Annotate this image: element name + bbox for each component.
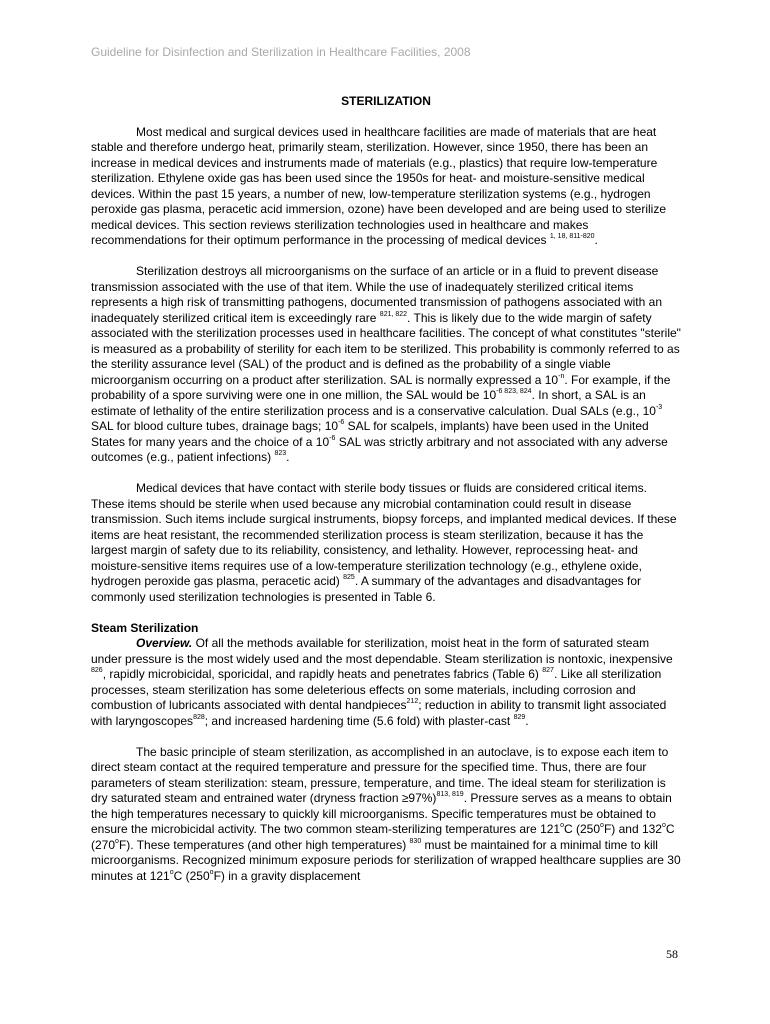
citation: 821, 822 [379, 310, 408, 318]
citation: 828 [193, 713, 205, 721]
citation: 829 [513, 713, 526, 721]
subsection-heading: Steam Sterilization [91, 620, 199, 635]
citation: 212 [406, 698, 419, 705]
exponent: -3 [655, 403, 663, 411]
paragraph-critical-items: Medical devices that have contact with sterile body tissues or fluids are considered critical items. These items should be sterile when used because any microbial contamination could result in disease transmission. Such items include surgical instruments, biopsy forceps, and implanted medical devices. If these items are heat resistant, the recommended sterilization process is steam sterilization, because it has the largest margin of safety due to its reliability, consistency, and lethality. However, reprocessing heat- and moisture-sensitive items requires use of a low-temperature sterilization technology (e.g., ethylene oxide, hydrogen peroxide gas plasma, peracetic acid) $^{825}$. A summary of the advantages and disadvantages for commonly used sterilization technologies is presented in Table 6. [91, 481, 677, 604]
running-header: Guideline for Disinfection and Sterilization in Healthcare Facilities, 2008 [91, 45, 471, 59]
exponent: -6 [338, 419, 345, 426]
citation: 825 [343, 574, 355, 581]
paragraph-intro: Most medical and surgical devices used in healthcare facilities are made of materials that are heat stable and therefore undergo heat, primarily steam, sterilization. However, since 1950, there has been an increase in medical devices and instruments made of materials (e.g., plastics) that require low-temperature sterilization. Ethylene oxide gas has been used since the 1950s for heat- and moisture-sensitive medical devices. Within the past 15 years, a number of new, low-temperature sterilization systems (e.g., hydrogen peroxide gas plasma, peracetic acid immersion, ozone) have been developed and are being used to sterilize medical devices. This section reviews sterilization technologies used in healthcare and makes recommendations for their optimum performance in the processing of medical devices $^{1, 18, 811-820}$. [91, 124, 667, 247]
citation: 827 [542, 667, 554, 674]
citation: 823, 824 [502, 388, 532, 395]
exponent: -6 [496, 388, 503, 395]
paragraph-principle: The basic principle of steam sterilization, as accomplished in an autoclave, is to expose each item to direct steam contact at the required temperature and pressure for the specified time. Thus, there are four parameters of steam sterilization: steam, pressure, temperature, and time. The ideal steam for sterilization is dry saturated steam and entrained water (dryness fraction ≥97%)$^{813, 819}$. Pressure serves as a means to obtain the high temperatures necessary to quickly kill microorganisms. Specific temperatures must be obtained to ensure the microbicidal activity. The two common steam-sterilizing temperatures are 121$^o$C (250$^o$F) and 132$^o$C (270$^o$F). These temperatures (and other high temperatures) $^{830}$ must be maintained for a minimal time to kill microorganisms. Recognized minimum exposure periods for sterilization of wrapped healthcare supplies are 30 minutes at 121$^o$C (250$^o$F) in a gravity displacement [91, 744, 681, 883]
run-in-heading: Overview. [136, 636, 193, 650]
citation: 830 [409, 837, 422, 845]
citation: 813, 819 [436, 791, 464, 798]
page-number: 58 [666, 947, 678, 961]
paragraph-sal: Sterilization destroys all microorganisms on the surface of an article or in a fluid to prevent disease transmission associated with the use of that item. While the use of inadequately sterilized critical items represents a high risk of transmitting pathogens, documented transmission of pathogens associated with an inadequately sterilized critical item is exceedingly rare $^{821, 822}$. This is likely due to the wide margin of safety associated with the sterilization processes used in healthcare facilities. The concept of what constitutes "sterile" is measured as a probability of sterility for each item to be sterilized. This probability is commonly referred to as the sterility assurance level (SAL) of the product and is defined as the probability of a single viable microorganism occurring on a product after sterilization. SAL is normally expressed a $10^{-n}$. For example, if the probability of a spore surviving were one in one million, the SAL would be $10^{-6}$ $^{823, 824}$. In short, a SAL is an estimate of lethality of the entire sterilization process and is a conservative calculation. Dual SALs (e.g., $10^{-3}$ SAL for blood culture tubes, drainage bags; $10^{-6}$ SAL for scalpels, implants) have been used in the United States for many years and the choice of a $10^{-6}$ SAL was strictly arbitrary and not associated with any adverse outcomes (e.g., patient infections) $^{823}$. [91, 264, 681, 464]
exponent: -n [558, 372, 565, 380]
exponent: -6 [329, 434, 336, 442]
citation: 1, 18, 811-820 [549, 233, 595, 240]
citation: 826 [91, 667, 103, 674]
section-title: STERILIZATION [341, 94, 431, 108]
citation: 823 [274, 450, 287, 457]
page-body [91, 94, 681, 900]
paragraph-overview: Overview. Of all the methods available for sterilization, moist heat in the form of saturated steam under pressure is the most widely used and the most dependable. Steam sterilization is nontoxic, inexpensive $^{826}$, rapidly microbicidal, sporicidal, and rapidly heats and penetrates fabrics (Table 6) $^{827}$. Like all sterilization processes, steam sterilization has some deleterious effects on some materials, including corrosion and combustion of lubricants associated with dental handpieces$^{212}$; reduction in ability to transmit light associated with laryngoscopes$^{828}$; and increased hardening time (5.6 fold) with plaster-cast $^{829}$. [91, 636, 673, 728]
